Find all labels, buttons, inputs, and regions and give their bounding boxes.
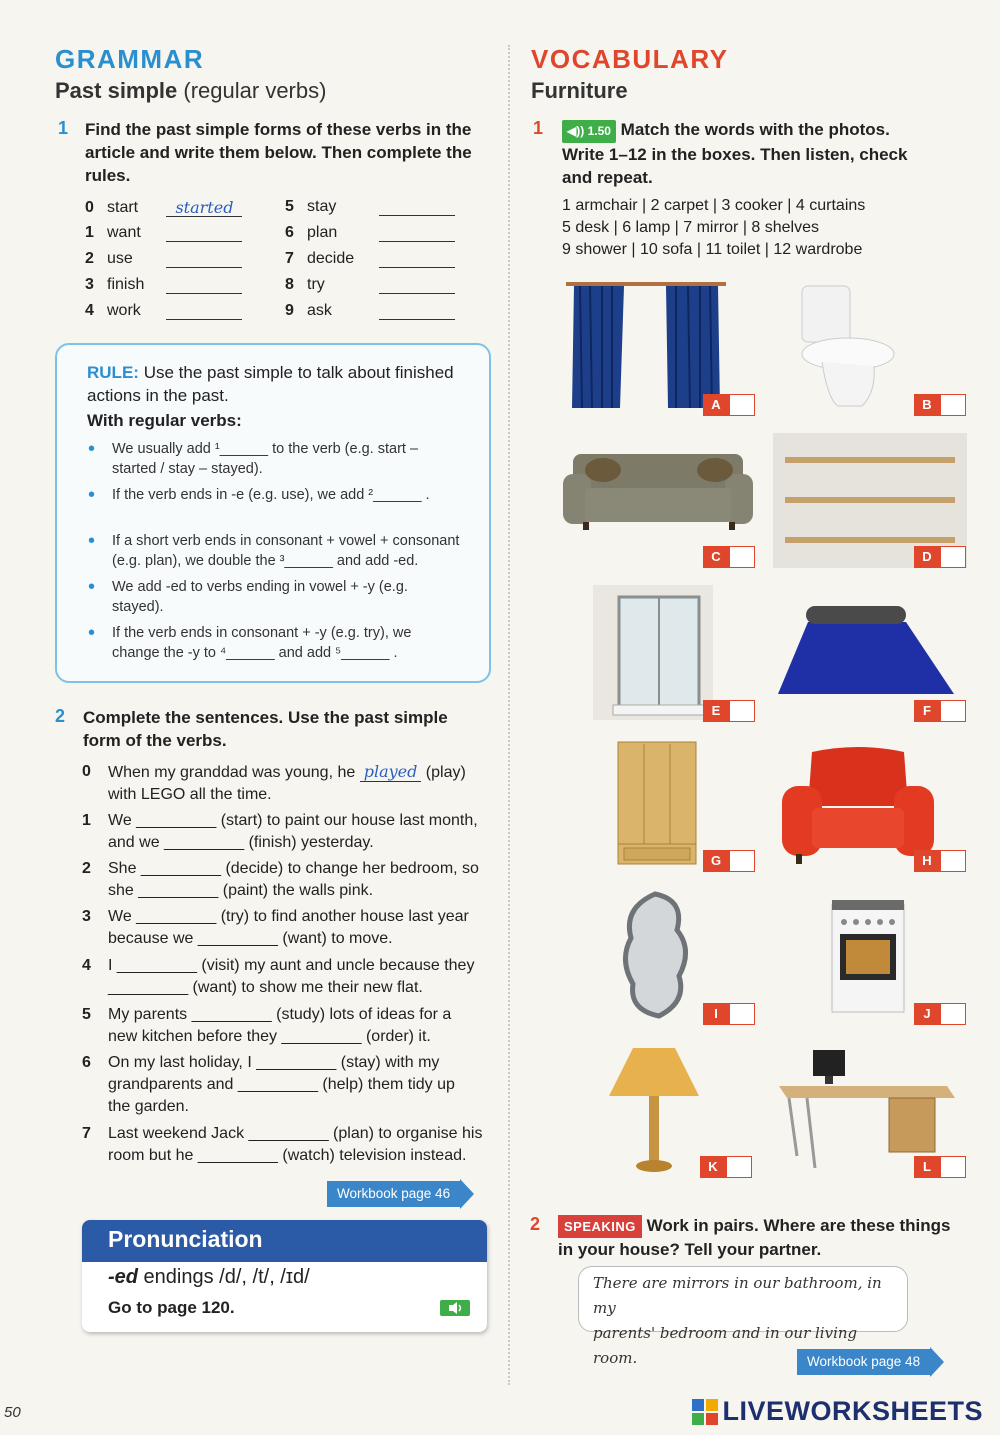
rule-intro: RULE: Use the past simple to talk about finished actions in the past. <box>87 363 454 405</box>
rule-item: • We usually add ¹______ to the verb (e.g. start – started / stay – stayed). <box>112 439 442 479</box>
toilet-photo <box>792 282 902 412</box>
pronunciation-title: Pronunciation <box>82 1220 487 1262</box>
workbook-link-48[interactable]: Workbook page 48 <box>797 1349 930 1375</box>
exercise-2-instruction: Complete the sentences. Use the past simple form of the verbs. <box>83 708 448 750</box>
cooker-photo <box>830 898 906 1014</box>
liveworksheets-logo-icon <box>692 1399 718 1425</box>
answer-blank[interactable] <box>379 227 455 242</box>
photo-label-d[interactable]: D <box>914 546 966 568</box>
pronunciation-box <box>82 1220 487 1332</box>
verb-row: 8 try <box>285 276 455 294</box>
photo-label-c[interactable]: C <box>703 546 755 568</box>
curtains-photo <box>566 282 726 412</box>
verb-row: 9 ask <box>285 302 455 320</box>
vocab-exercise-1-number: 1 <box>533 118 544 138</box>
vocabulary-subtitle: Furniture <box>531 78 628 103</box>
answer-blank[interactable] <box>166 279 242 294</box>
shower-photo <box>593 585 713 720</box>
audio-icon[interactable] <box>440 1300 470 1316</box>
answer-blank[interactable] <box>166 227 242 242</box>
pronunciation-line-1: -ed endings /d/, /t/, /ɪd/ <box>108 1266 310 1288</box>
verb-row: 4 work <box>85 302 242 320</box>
answer-blank[interactable] <box>166 253 242 268</box>
photo-label-e[interactable]: E <box>703 700 755 722</box>
speaking-badge: SPEAKING <box>558 1215 642 1238</box>
answer-blank[interactable] <box>379 305 455 320</box>
rule-regular-title: With regular verbs: <box>87 411 242 430</box>
sentence: 0 When my granddad was young, he played (play) with LEGO all the time. <box>82 762 466 803</box>
word-bank-line: 1 armchair | 2 carpet | 3 cooker | 4 curtains <box>562 197 866 214</box>
verb-row: 0 start started <box>85 198 242 217</box>
exercise-1-number: 1 <box>58 118 69 138</box>
photo-label-f[interactable]: F <box>914 700 966 722</box>
liveworksheets-logo <box>692 1396 983 1426</box>
answer-blank[interactable] <box>379 253 455 268</box>
liveworksheets-brand: LIVEWORKSHEETS <box>722 1396 983 1426</box>
sentence: 5 My parents _________ (study) lots of ideas for a new kitchen before they _________ (order) it. <box>82 1006 452 1045</box>
rule-item: • We add -ed to verbs ending in vowel + -y (e.g. stayed). <box>112 577 442 617</box>
desk-photo <box>777 1046 957 1171</box>
mirror-photo <box>615 890 695 1020</box>
audio-track-icon[interactable]: ◀)) 1.50 <box>562 120 616 143</box>
vocab-exercise-2-number: 2 <box>530 1214 541 1234</box>
sentence: 2 She _________ (decide) to change her bedroom, so she _________ (paint) the walls pink. <box>82 860 479 899</box>
photo-label-h[interactable]: H <box>914 850 966 872</box>
verb-row: 6 plan <box>285 224 455 242</box>
verb-row: 2 use <box>85 250 242 268</box>
photo-label-g[interactable]: G <box>703 850 755 872</box>
exercise-2-number: 2 <box>55 706 66 726</box>
verb-row: 5 stay <box>285 198 455 216</box>
grammar-heading: GRAMMAR <box>55 44 205 74</box>
rule-box <box>55 343 491 683</box>
pronunciation-line-2: Go to page 120. <box>108 1298 235 1317</box>
speech-bubble: There are mirrors in our bathroom, in my parents' bedroom and in our living room. <box>578 1266 908 1332</box>
sentence: 6 On my last holiday, I _________ (stay) with my grandparents and _________ (help) them tidy up the garden. <box>82 1054 455 1115</box>
exercise-1-instruction: Find the past simple forms of these verbs in the article and write them below. Then complete the rules. <box>85 120 472 185</box>
rule-item: • If the verb ends in -e (e.g. use), we add ²______ . <box>112 485 442 505</box>
rule-item: • If the verb ends in consonant + -y (e.g. try), we change the -y to ⁴______ and add ⁵______ . <box>112 623 442 663</box>
rule-item: • If a short verb ends in consonant + vowel + consonant (e.g. plan), we double the ³______ and add -ed. <box>112 531 472 571</box>
answer-blank[interactable] <box>166 305 242 320</box>
verb-row: 1 want <box>85 224 242 242</box>
grammar-subtitle: Past simple (regular verbs) <box>55 78 327 103</box>
column-divider <box>508 45 510 1385</box>
vocabulary-heading: VOCABULARY <box>531 44 729 74</box>
wardrobe-photo <box>616 740 698 866</box>
word-bank-line: 5 desk | 6 lamp | 7 mirror | 8 shelves <box>562 219 820 236</box>
sentence: 3 We _________ (try) to find another house last year because we _________ (want) to move. <box>82 908 469 947</box>
sentence: 7 Last weekend Jack _________ (plan) to organise his room but he _________ (watch) television instead. <box>82 1125 483 1164</box>
vocab-exercise-1-instruction: ◀)) 1.50 Match the words with the photos. Write 1–12 in the boxes. Then listen, check and repeat. <box>562 120 908 187</box>
lamp-photo <box>607 1046 701 1176</box>
photo-label-b[interactable]: B <box>914 394 966 416</box>
photo-label-a[interactable]: A <box>703 394 755 416</box>
photo-label-i[interactable]: I <box>703 1003 755 1025</box>
answer-blank[interactable] <box>379 201 455 216</box>
vocab-exercise-2-instruction: SPEAKING Work in pairs. Where are these things in your house? Tell your partner. <box>558 1216 951 1259</box>
armchair-photo <box>782 746 934 868</box>
photo-label-j[interactable]: J <box>914 1003 966 1025</box>
verb-row: 7 decide <box>285 250 455 268</box>
carpet-photo <box>776 602 956 697</box>
answer-blank[interactable]: played <box>360 762 422 782</box>
word-bank <box>562 195 865 261</box>
word-bank-line: 9 shower | 10 sofa | 11 toilet | 12 wardrobe <box>562 241 863 258</box>
page-number: 50 <box>4 1404 21 1421</box>
workbook-link-46[interactable]: Workbook page 46 <box>327 1181 460 1207</box>
verb-row: 3 finish <box>85 276 242 294</box>
photo-label-k[interactable]: K <box>700 1156 752 1178</box>
sentence: 4 I _________ (visit) my aunt and uncle because they _________ (want) to show me their new flat. <box>82 957 475 996</box>
answer-blank[interactable]: started <box>166 198 242 217</box>
sentence: 1 We _________ (start) to paint our house last month, and we _________ (finish) yesterday. <box>82 812 478 851</box>
photo-label-l[interactable]: L <box>914 1156 966 1178</box>
sofa-photo <box>563 448 753 538</box>
answer-blank[interactable] <box>379 279 455 294</box>
